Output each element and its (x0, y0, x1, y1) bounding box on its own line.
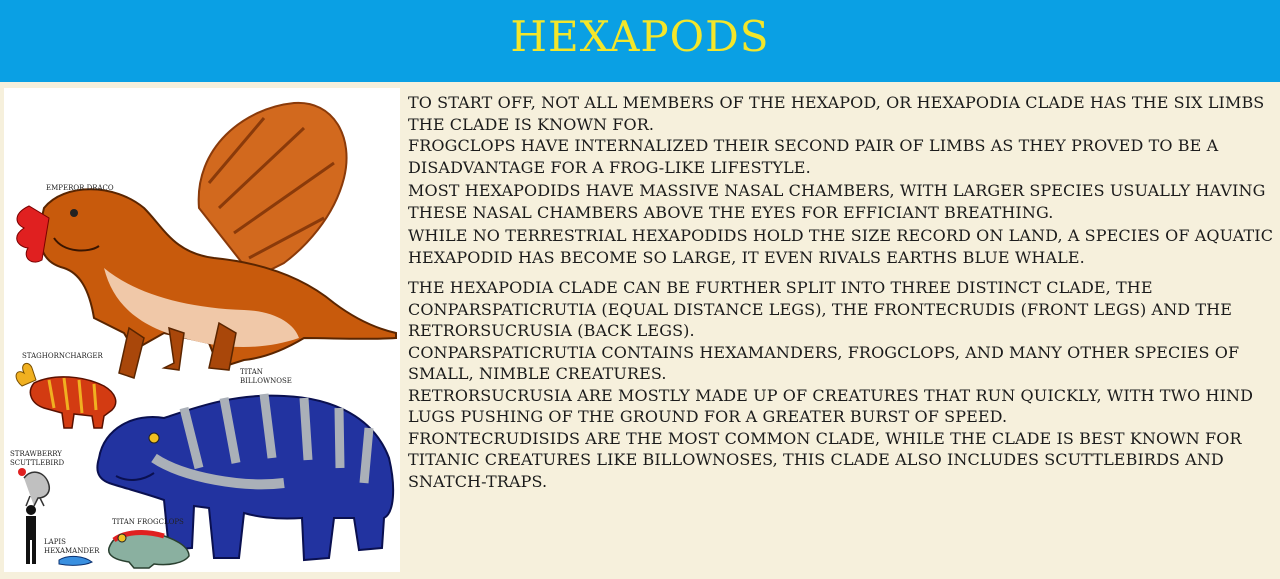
paragraph: THE HEXAPODIA CLADE CAN BE FURTHER SPLIT INTO THREE DISTINCT CLADE, THE CONPARSPATICRUTIA (EQUAL DISTANCE LEGS), THE FRONTECRUDIS (FRONT LEGS) AND THE RETRORSUCRUSIA (BACK LEGS). (408, 278, 1233, 340)
page-title: HEXAPODS (510, 12, 770, 61)
label-staghorn-charger: STAGHORNCHARGER (22, 352, 103, 360)
paragraph: FRONTECRUDISIDS ARE THE MOST COMMON CLADE, WHILE THE CLADE IS BEST KNOWN FOR TITANIC CREATURES LIKE BILLOWNOSES, THIS CLADE ALSO INCLUDES SCUTTLEBIRDS AND SNATCH-TRAPS. (408, 428, 1242, 491)
label-lapis-hexamander: LAPIS HEXAMANDER (44, 538, 100, 555)
paragraph: RETRORSUCRUSIA ARE MOSTLY MADE UP OF CREATURES THAT RUN QUICKLY, WITH TWO HIND LUGS PUSHING OF THE GROUND FOR A GREATER BURST OF SPEED. (408, 385, 1254, 426)
creature-illustration (4, 88, 400, 572)
draco-wing (199, 103, 347, 278)
creature-drawing (4, 88, 400, 572)
label-titan-frogclops: TITAN FROGCLOPS (112, 518, 184, 526)
label-titan-billownose: TITAN BILLOWNOSE (240, 368, 292, 385)
staghorn-charger (30, 377, 115, 428)
label-strawberry-scuttlebird: STRAWBERRY SCUTTLEBIRD (10, 450, 65, 467)
strawberry-scuttlebird (24, 472, 49, 506)
paragraph: FROGCLOPS HAVE INTERNALIZED THEIR SECOND PAIR OF LIMBS AS THEY PROVED TO BE A DISADVANTAGE FOR A FROG-LIKE LIFESTYLE. (408, 136, 1219, 177)
paragraph: WHILE NO TERRESTRIAL HEXAPODIDS HOLD THE SIZE RECORD ON LAND, A SPECIES OF AQUATIC HEXAPODID HAS BECOME SO LARGE, IT EVEN RIVALS EARTHS BLUE WHALE. (408, 226, 1274, 267)
human-scale-silhouette (26, 505, 36, 564)
label-emperor-draco: EMPEROR DRACO (46, 184, 114, 192)
title-banner (0, 0, 1280, 82)
paragraph: MOST HEXAPODIDS HAVE MASSIVE NASAL CHAMBERS, WITH LARGER SPECIES USUALLY HAVING THESE NASAL CHAMBERS ABOVE THE EYES FOR EFFICIANT BREATHING. (408, 181, 1266, 222)
paragraph: TO START OFF, NOT ALL MEMBERS OF THE HEXAPOD, OR HEXAPODIA CLADE HAS THE SIX LIMBS THE CLADE IS KNOWN FOR. (408, 93, 1265, 134)
paragraph: CONPARSPATICRUTIA CONTAINS HEXAMANDERS, FROGCLOPS, AND MANY OTHER SPECIES OF SMALL, NIMBLE CREATURES. (408, 342, 1240, 383)
lapis-hexamander (59, 556, 92, 565)
description-text (408, 92, 1276, 492)
